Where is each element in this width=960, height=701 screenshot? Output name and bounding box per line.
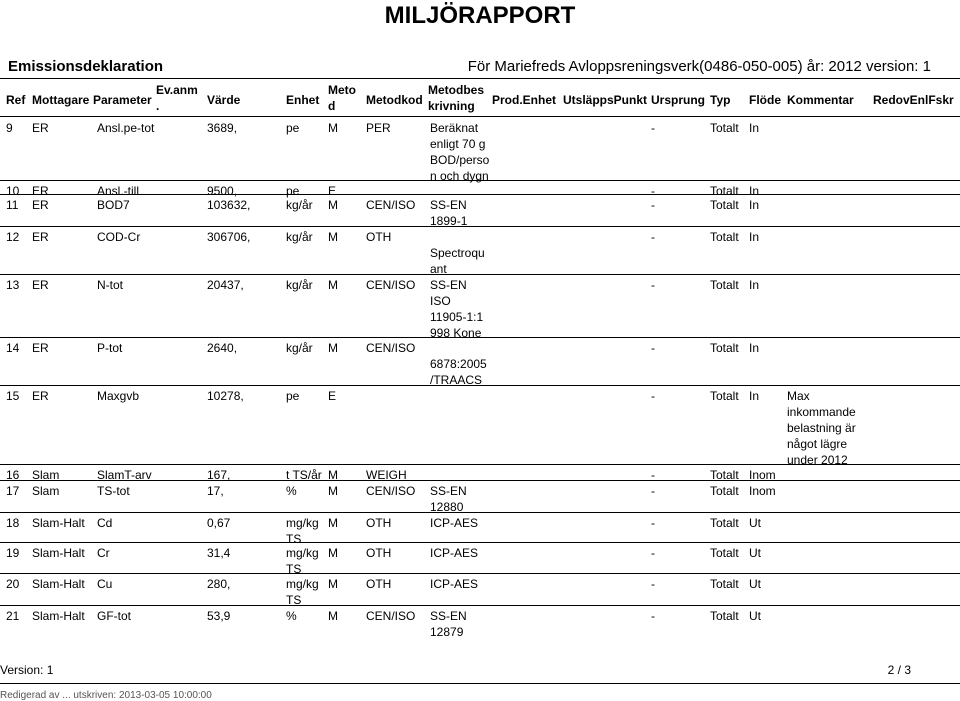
cell-enhet: mg/kg [286, 516, 319, 530]
cell-varde: 9500, [207, 184, 238, 198]
cell-typ: Totalt [710, 184, 739, 198]
row-divider [0, 194, 960, 195]
cell-ursprung: - [651, 121, 655, 135]
cell-metodbeskrivning: ICP-AES [430, 546, 479, 560]
header-varde: Värde [207, 93, 241, 107]
cell-ursprung: - [651, 609, 655, 623]
cell-ref: 10 [6, 184, 20, 198]
footer-page-number: 2 / 3 [887, 663, 911, 677]
header-metodbes-line1: Metodbes [428, 83, 485, 97]
cell-metodbeskrivning: n och dygn [430, 169, 489, 183]
cell-parameter: COD-Cr [97, 230, 141, 244]
cell-enhet: % [286, 484, 297, 498]
cell-ref: 12 [6, 230, 20, 244]
cell-mottagare: ER [32, 184, 49, 198]
cell-kommentar: Max [787, 389, 810, 403]
cell-metod: M [328, 546, 338, 560]
cell-parameter: GF-tot [97, 609, 132, 623]
cell-varde: 0,67 [207, 516, 231, 530]
cell-typ: Totalt [710, 516, 739, 530]
cell-mottagare: Slam-Halt [32, 609, 85, 623]
header-metodbes-line2: krivning [428, 99, 475, 113]
cell-metodbeskrivning: ICP-AES [430, 516, 479, 530]
cell-kommentar: inkommande [787, 405, 856, 419]
cell-metodbeskrivning: enligt 70 g [430, 137, 486, 151]
cell-metodkod: OTH [366, 546, 392, 560]
cell-ursprung: - [651, 278, 655, 292]
cell-mottagare: Slam [32, 484, 60, 498]
cell-ref: 17 [6, 484, 20, 498]
cell-ref: 21 [6, 609, 20, 623]
cell-ursprung: - [651, 341, 655, 355]
cell-metod: M [328, 230, 338, 244]
header-mottagare: Mottagare [32, 93, 90, 107]
cell-flode: Ut [749, 609, 761, 623]
row-divider [0, 464, 960, 465]
cell-enhet: kg/år [286, 230, 313, 244]
cell-typ: Totalt [710, 341, 739, 355]
cell-mottagare: ER [32, 341, 49, 355]
cell-typ: Totalt [710, 278, 739, 292]
row-divider [0, 337, 960, 338]
cell-flode: In [749, 341, 760, 355]
cell-flode: Ut [749, 546, 761, 560]
cell-metodbeskrivning: 12880 [430, 500, 464, 514]
row-divider [0, 512, 960, 513]
cell-mottagare: Slam [32, 468, 60, 482]
cell-metodkod: OTH [366, 577, 392, 591]
cell-metodbeskrivning: /TRAACS [430, 373, 483, 387]
header-typ: Typ [710, 93, 731, 107]
cell-enhet: kg/år [286, 341, 313, 355]
cell-enhet: t TS/år [286, 468, 322, 482]
cell-varde: 280, [207, 577, 231, 591]
header-metod-line1: Meto [328, 83, 356, 97]
cell-varde: 103632, [207, 198, 251, 212]
cell-typ: Totalt [710, 609, 739, 623]
footer-version: Version: 1 [0, 663, 54, 677]
cell-parameter: N-tot [97, 278, 124, 292]
cell-typ: Totalt [710, 121, 739, 135]
cell-flode: Inom [749, 484, 776, 498]
cell-metodbeskrivning: SS-EN [430, 609, 467, 623]
cell-ursprung: - [651, 184, 655, 198]
header-metod [328, 82, 356, 114]
cell-typ: Totalt [710, 468, 739, 482]
cell-metod: M [328, 198, 338, 212]
cell-typ: Totalt [710, 546, 739, 560]
cell-flode: Ut [749, 577, 761, 591]
cell-mottagare: ER [32, 230, 49, 244]
header-enhet: Enhet [286, 93, 320, 107]
header-kommentar: Kommentar [787, 93, 854, 107]
cell-ursprung: - [651, 546, 655, 560]
cell-metod: M [328, 609, 338, 623]
row-divider [0, 180, 960, 181]
cell-mottagare: ER [32, 278, 49, 292]
cell-flode: Ut [749, 516, 761, 530]
cell-parameter: Cu [97, 577, 113, 591]
cell-parameter: BOD7 [97, 198, 130, 212]
header-ref: Ref [6, 93, 26, 107]
cell-parameter: Ansl.pe-tot [97, 121, 155, 135]
cell-metod: M [328, 516, 338, 530]
cell-flode: In [749, 389, 760, 403]
cell-varde: 20437, [207, 278, 244, 292]
row-divider [0, 274, 960, 275]
cell-ref: 14 [6, 341, 20, 355]
cell-metodkod: CEN/ISO [366, 278, 416, 292]
row-divider [0, 605, 960, 606]
cell-metod: M [328, 341, 338, 355]
header-parameter: Parameter [93, 93, 152, 107]
cell-ursprung: - [651, 468, 655, 482]
cell-ursprung: - [651, 577, 655, 591]
header-top-rule [0, 78, 960, 79]
footer-rule [0, 683, 960, 684]
header-utslappspunkt: UtsläppsPunkt [563, 93, 648, 107]
cell-enhet: mg/kg [286, 546, 319, 560]
header-redovenlfskr: RedovEnlFskr [873, 93, 954, 107]
cell-varde: 31,4 [207, 546, 231, 560]
cell-metodbeskrivning: Beräknat [430, 121, 479, 135]
header-bottom-rule [0, 116, 960, 117]
cell-mottagare: ER [32, 198, 49, 212]
cell-ref: 9 [6, 121, 13, 135]
cell-varde: 17, [207, 484, 224, 498]
header-evanm-line1: Ev.anm [156, 83, 198, 97]
cell-typ: Totalt [710, 484, 739, 498]
report-title: MILJÖRAPPORT [384, 2, 576, 29]
cell-metodbeskrivning: 1899-1 [430, 214, 468, 228]
cell-flode: In [749, 121, 760, 135]
facility-info: För Mariefreds Avloppsreningsverk(0486-050-005) år: 2012 version: 1 [467, 58, 931, 75]
cell-metod: M [328, 121, 338, 135]
header-ursprung: Ursprung [651, 93, 705, 107]
cell-varde: 10278, [207, 389, 244, 403]
cell-ursprung: - [651, 230, 655, 244]
cell-metodbeskrivning: ISO [430, 294, 451, 308]
cell-mottagare: ER [32, 389, 49, 403]
cell-metodbeskrivning: ant [430, 262, 447, 276]
cell-flode: In [749, 184, 760, 198]
cell-enhet: kg/år [286, 198, 313, 212]
header-prodenhet: Prod.Enhet [492, 93, 557, 107]
cell-metodbeskrivning: 12879 [430, 625, 464, 639]
cell-flode: Inom [749, 468, 776, 482]
cell-metodbeskrivning: 11905-1:1 [430, 310, 484, 324]
cell-flode: In [749, 198, 760, 212]
cell-metodbeskrivning: SS-EN [430, 278, 467, 292]
footer-cut-line: Redigerad av ... utskriven: 2013-03-05 10:00:00 [0, 690, 212, 701]
cell-metodbeskrivning: BOD/perso [430, 153, 490, 167]
cell-metodkod: CEN/ISO [366, 341, 416, 355]
row-divider [0, 480, 960, 481]
header-evanm [156, 82, 198, 114]
cell-typ: Totalt [710, 577, 739, 591]
cell-kommentar: belastning är [787, 421, 856, 435]
header-evanm-line2: . [156, 99, 160, 113]
cell-enhet: kg/år [286, 278, 313, 292]
cell-metodkod: PER [366, 121, 391, 135]
cell-metod: M [328, 278, 338, 292]
header-flode: Flöde [749, 93, 781, 107]
cell-ref: 13 [6, 278, 20, 292]
cell-ref: 20 [6, 577, 20, 591]
cell-metodkod: CEN/ISO [366, 484, 416, 498]
cell-metod: E [328, 184, 337, 198]
cell-mottagare: Slam-Halt [32, 546, 85, 560]
cell-metodkod: CEN/ISO [366, 198, 416, 212]
cell-enhet: pe [286, 389, 300, 403]
cell-metod: E [328, 389, 337, 403]
cell-metodbeskrivning: Spectroqu [430, 246, 485, 260]
cell-enhet-line2: TS [286, 562, 302, 576]
cell-metod: M [328, 577, 338, 591]
cell-ref: 16 [6, 468, 20, 482]
row-divider [0, 385, 960, 386]
cell-ursprung: - [651, 389, 655, 403]
cell-enhet: % [286, 609, 297, 623]
cell-parameter: P-tot [97, 341, 123, 355]
cell-varde: 3689, [207, 121, 238, 135]
cell-ref: 18 [6, 516, 20, 530]
cell-enhet-line2: TS [286, 532, 302, 546]
cell-enhet: mg/kg [286, 577, 319, 591]
cell-metod: M [328, 484, 338, 498]
cell-enhet: pe [286, 121, 300, 135]
cell-parameter: TS-tot [97, 484, 130, 498]
cell-varde: 53,9 [207, 609, 231, 623]
cell-parameter: Ansl.-till [97, 184, 140, 198]
cell-ursprung: - [651, 516, 655, 530]
cell-flode: In [749, 230, 760, 244]
cell-mottagare: ER [32, 121, 49, 135]
cell-typ: Totalt [710, 230, 739, 244]
cell-ref: 15 [6, 389, 20, 403]
cell-flode: In [749, 278, 760, 292]
cell-varde: 2640, [207, 341, 238, 355]
cell-metodkod: OTH [366, 516, 392, 530]
section-title: Emissionsdeklaration [8, 58, 164, 75]
cell-parameter: Cr [97, 546, 110, 560]
cell-ref: 11 [6, 198, 19, 212]
cell-mottagare: Slam-Halt [32, 577, 85, 591]
cell-metodbeskrivning: 6878:2005 [430, 357, 487, 371]
row-divider [0, 573, 960, 574]
cell-metod: M [328, 468, 338, 482]
cell-kommentar: något lägre [787, 437, 848, 451]
cell-mottagare: Slam-Halt [32, 516, 85, 530]
cell-metodbeskrivning: SS-EN [430, 198, 467, 212]
cell-varde: 167, [207, 468, 231, 482]
row-divider [0, 542, 960, 543]
row-divider [0, 226, 960, 227]
cell-ursprung: - [651, 198, 655, 212]
cell-enhet: pe [286, 184, 300, 198]
cell-metodkod: OTH [366, 230, 392, 244]
cell-metodbeskrivning: ICP-AES [430, 577, 479, 591]
header-metodkod: Metodkod [366, 93, 423, 107]
header-metod-line2: d [328, 99, 336, 113]
cell-enhet-line2: TS [286, 593, 302, 607]
cell-kommentar: under 2012 [787, 453, 848, 467]
cell-metodbeskrivning: 998 Kone [430, 326, 482, 340]
header-metodbeskrivning [428, 82, 484, 114]
cell-parameter: SlamT-arv [97, 468, 152, 482]
cell-parameter: Maxgvb [97, 389, 140, 403]
cell-metodkod: WEIGH [366, 468, 407, 482]
cell-metodbeskrivning: SS-EN [430, 484, 467, 498]
cell-varde: 306706, [207, 230, 251, 244]
cell-ref: 19 [6, 546, 20, 560]
cell-ursprung: - [651, 484, 655, 498]
cell-metodkod: CEN/ISO [366, 609, 416, 623]
cell-typ: Totalt [710, 389, 739, 403]
cell-parameter: Cd [97, 516, 113, 530]
cell-typ: Totalt [710, 198, 739, 212]
